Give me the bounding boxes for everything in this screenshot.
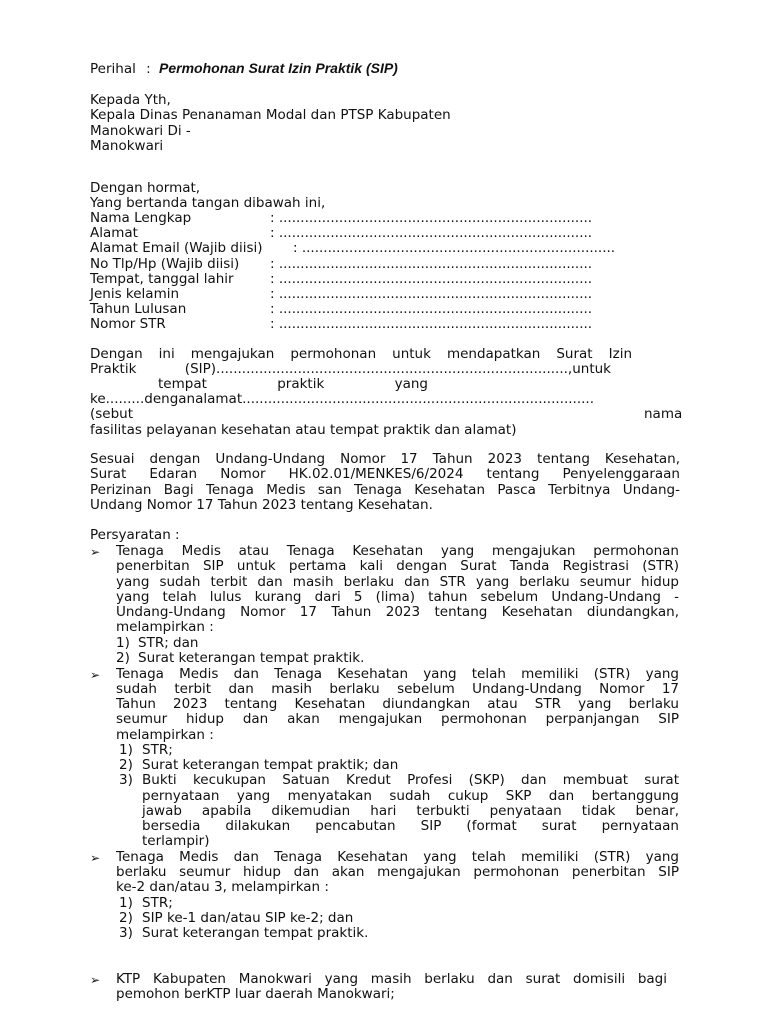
item2-sub-2-text: Surat keterangan tempat praktik; dan xyxy=(142,757,399,773)
item2-sub-2-number: 2) xyxy=(119,757,133,773)
basis-line-3: Perizinan Bagi Tenaga Medis san Tenaga Kesehatan Pasca Terbitnya Undang- xyxy=(90,482,680,498)
field-label: Jenis kelamin xyxy=(90,286,180,302)
item2-sub-3-line-2: pernyataan yang menyatakan sudah cukup SKP dan bertanggung xyxy=(142,788,679,804)
item3-line-2: berlaku seumur hidup dan akan mengajukan permohonan penerbitan SIP xyxy=(116,864,679,880)
item2-last-line: melampirkan : xyxy=(116,727,214,743)
field-label: Nomor STR xyxy=(90,316,166,332)
field-label: Nama Lengkap xyxy=(90,210,192,226)
item2-sub-3-line-1: Bukti kecukupan Satuan Kredut Profesi (SKP) dan membuat surat xyxy=(142,772,679,788)
request-line-6: fasilitas pelayanan kesehatan atau tempat praktik dan alamat) xyxy=(90,422,517,438)
item2-sub-3-line-3: jawab apabila dikemudian hari terbukti penyataan tidak benar, xyxy=(142,803,679,819)
subject-line xyxy=(90,61,398,78)
field-label: Tahun Lulusan xyxy=(90,301,187,317)
item3-sub-2-text: SIP ke-1 dan/atau SIP ke-2; dan xyxy=(142,910,354,926)
recipient-line-4: Manokwari xyxy=(90,138,164,154)
field-value: : ......................................................................... xyxy=(270,256,593,272)
item4-last-line: pemohon berKTP luar daerah Manokwari; xyxy=(116,986,395,1002)
item2-sub-1-text: STR; xyxy=(142,742,173,758)
arrow-bullet-icon: ➢ xyxy=(90,545,101,559)
item2-line-3: Tahun 2023 tentang Kesehatan diundangkan atau STR yang berlaku xyxy=(116,696,679,712)
field-alamat-email xyxy=(90,241,690,257)
item1-line-1: Tenaga Medis atau Tenaga Kesehatan yang mengajukan permohonan xyxy=(116,543,679,559)
greeting: Dengan hormat, xyxy=(90,180,201,196)
item3-sub-3-number: 3) xyxy=(119,925,133,941)
item2-line-2: sudah terbit dan masih berlaku sebelum Undang-Undang Nomor 17 xyxy=(116,681,679,697)
field-value: : ......................................................................... xyxy=(270,316,593,332)
field-nomor-str xyxy=(90,317,690,333)
subject-label: Perihal xyxy=(90,61,136,77)
item2-line-1: Tenaga Medis dan Tenaga Kesehatan yang telah memiliki (STR) yang xyxy=(116,666,679,682)
item3-sub-3-text: Surat keterangan tempat praktik. xyxy=(142,925,369,941)
intro-line: Yang bertanda tangan dibawah ini, xyxy=(90,195,326,211)
recipient-line-2: Kepala Dinas Penanaman Modal dan PTSP Kabupaten xyxy=(90,107,451,123)
subject-colon: : xyxy=(146,61,151,77)
arrow-bullet-icon: ➢ xyxy=(90,851,101,865)
basis-line-1: Sesuai dengan Undang-Undang Nomor 17 Tahun 2023 tentang Kesehatan, xyxy=(90,451,680,467)
field-label: Alamat Email (Wajib diisi) xyxy=(90,240,263,256)
field-label: Alamat xyxy=(90,225,138,241)
field-value: : ......................................................................... xyxy=(270,210,593,226)
request-line-2: Praktik (SIP)..................................................................................,untuk xyxy=(90,361,611,377)
field-value: : ......................................................................... xyxy=(270,225,593,241)
arrow-bullet-icon: ➢ xyxy=(90,668,101,682)
requirements-heading: Persyaratan : xyxy=(90,527,180,543)
item3-line-1: Tenaga Medis dan Tenaga Kesehatan yang telah memiliki (STR) yang xyxy=(116,849,679,865)
arrow-bullet-icon: ➢ xyxy=(90,973,101,987)
item2-sub-3-last-line: terlampir) xyxy=(142,833,210,849)
field-value: : ......................................................................... xyxy=(270,271,593,287)
item3-last-line: ke-2 dan/atau 3, melampirkan : xyxy=(116,879,329,895)
item1-sub-2-number: 2) xyxy=(116,650,130,666)
basis-line-2: Surat Edaran Nomor HK.02.01/MENKES/6/2024 tentang Penyelenggaraan xyxy=(90,466,680,482)
subject-title: Permohonan Surat Izin Praktik (SIP) xyxy=(159,60,398,76)
item1-line-5: Undang-Undang Nomor 17 Tahun 2023 tentang Kesehatan diundangkan, xyxy=(116,604,679,620)
item1-sub-1-text: STR; dan xyxy=(138,635,199,651)
item2-sub-1-number: 1) xyxy=(119,742,133,758)
item2-sub-3-number: 3) xyxy=(119,772,133,788)
field-value: : ......................................................................... xyxy=(270,286,593,302)
request-line-1: Dengan ini mengajukan permohonan untuk mendapatkan Surat Izin xyxy=(90,346,632,362)
item3-sub-1-text: STR; xyxy=(142,895,173,911)
item1-sub-1-number: 1) xyxy=(116,635,130,651)
request-line-4: ke.........denganalamat.................................................................................. xyxy=(90,391,594,407)
request-line-3: tempat praktik yang xyxy=(158,376,428,392)
item1-last-line: melampirkan : xyxy=(116,619,214,635)
item1-sub-2-text: Surat keterangan tempat praktik. xyxy=(138,650,365,666)
recipient-line-1: Kepada Yth, xyxy=(90,92,171,108)
item3-sub-1-number: 1) xyxy=(119,895,133,911)
item1-line-4: yang telah lulus kurang dari 5 (lima) tahun sebelum Undang-Undang - xyxy=(116,589,679,605)
item2-sub-3-line-4: bersedia dilakukan pencabutan SIP (format surat pernyataan xyxy=(142,818,679,834)
item4-line-1: KTP Kabupaten Manokwari yang masih berlaku dan surat domisili bagi xyxy=(116,971,667,987)
item3-sub-2-number: 2) xyxy=(119,910,133,926)
item1-line-2: penerbitan SIP untuk pertama kali dengan Surat Tanda Registrasi (STR) xyxy=(116,558,679,574)
item2-line-4: seumur hidup dan akan mengajukan permohonan perpanjangan SIP xyxy=(116,711,679,727)
field-label: No Tlp/Hp (Wajib diisi) xyxy=(90,256,240,272)
basis-line-4: Undang Nomor 17 Tahun 2023 tentang Kesehatan. xyxy=(90,497,433,513)
recipient-line-3: Manokwari Di - xyxy=(90,123,191,139)
item1-line-3: yang sudah terbit dan masih berlaku dan STR yang berlaku seumur hidup xyxy=(116,574,679,590)
field-label: Tempat, tanggal lahir xyxy=(90,271,234,287)
field-value: : ......................................................................... xyxy=(293,240,616,256)
request-line-5-left: (sebut xyxy=(90,406,134,422)
request-line-5-right: nama xyxy=(644,406,683,422)
field-value: : ......................................................................... xyxy=(270,301,593,317)
